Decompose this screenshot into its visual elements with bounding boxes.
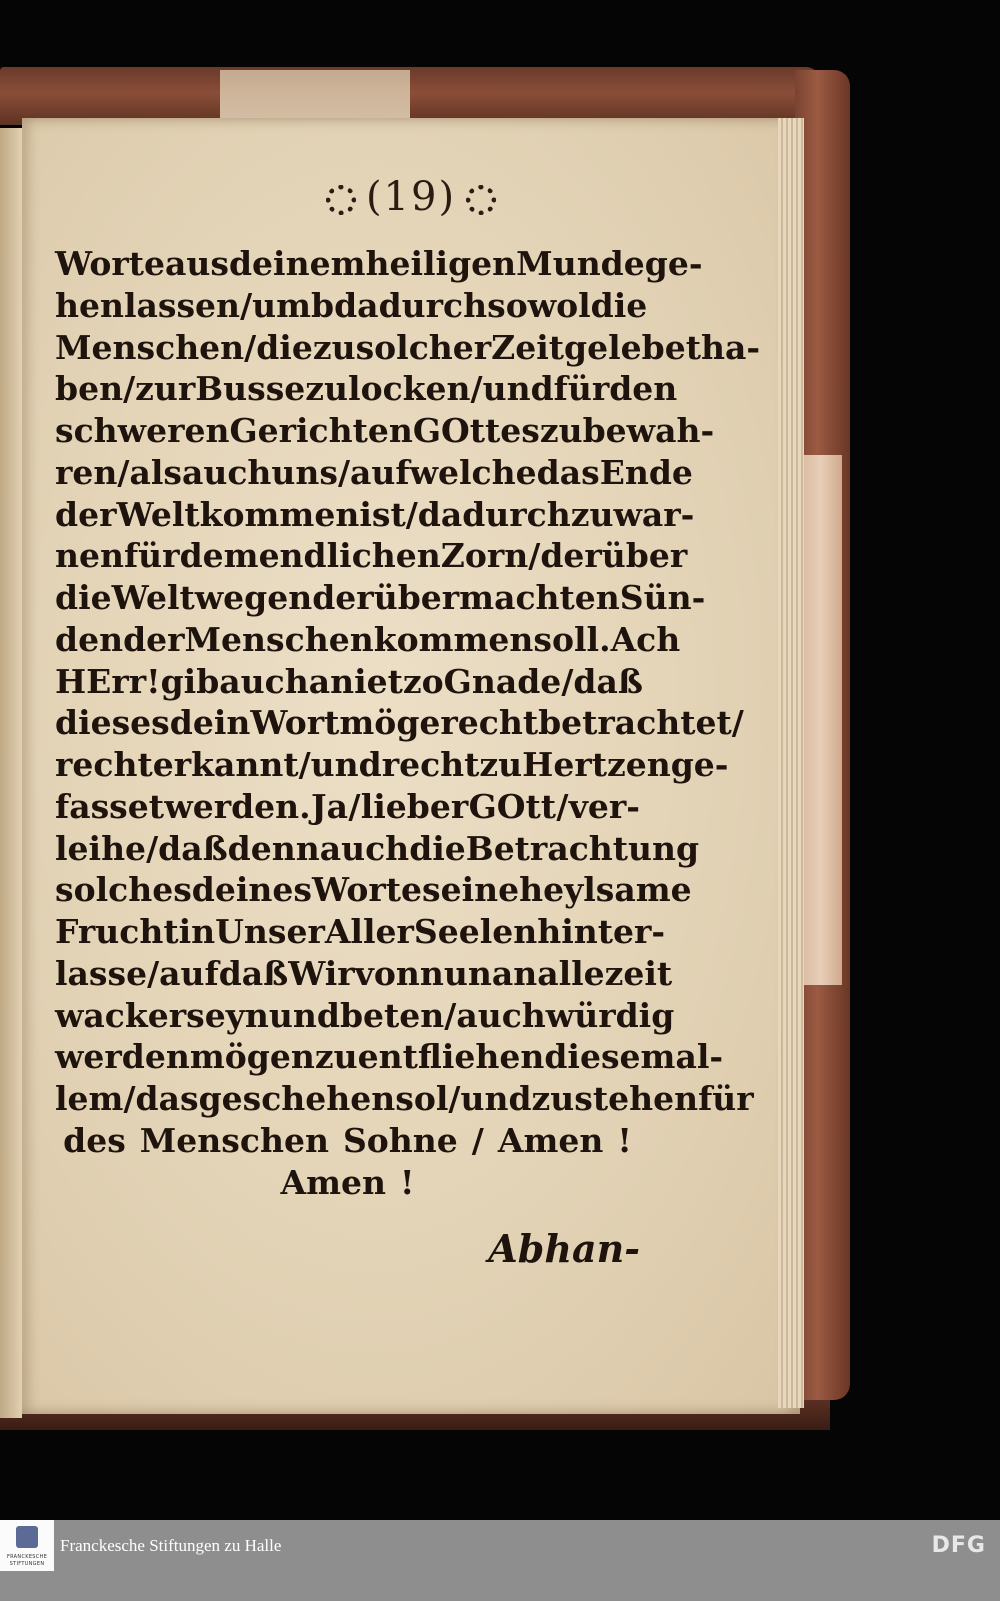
word: war-	[613, 494, 695, 534]
word: /	[528, 536, 541, 576]
word: /	[146, 828, 159, 868]
text-line	[55, 410, 715, 452]
word: werden	[55, 1037, 190, 1077]
text-line	[55, 911, 666, 953]
word: denn	[227, 828, 320, 868]
word: Wort	[250, 703, 340, 743]
word: deinem	[228, 244, 366, 283]
word: auch	[456, 995, 546, 1035]
word: die	[409, 828, 466, 868]
footer-bar	[0, 1520, 1000, 1601]
word: und	[482, 369, 554, 409]
word: /	[298, 745, 311, 784]
logo-text-line-2: STIFTUNGEN	[9, 1561, 45, 1567]
word: bewah-	[582, 411, 715, 450]
word: zu	[531, 1079, 575, 1118]
page-header	[22, 174, 800, 220]
word: würdig	[545, 995, 675, 1035]
word: nen	[55, 536, 124, 576]
word: ge-	[644, 244, 703, 283]
word: HErr	[55, 661, 147, 701]
word: Amen	[280, 1162, 386, 1202]
text-line	[55, 869, 692, 911]
text-line	[55, 368, 678, 410]
word: Welt	[116, 494, 200, 534]
word: stehen	[574, 1079, 699, 1118]
text-line	[55, 452, 693, 494]
text-line	[55, 953, 673, 995]
word: Gnade	[443, 661, 562, 701]
text-line	[55, 744, 729, 786]
word: der	[123, 619, 185, 659]
word: zu	[314, 1037, 358, 1077]
word: kommen	[199, 494, 360, 534]
word: lem/	[55, 1079, 136, 1118]
word: al-	[675, 1037, 724, 1077]
word: für	[698, 1079, 754, 1118]
word: Menschen	[139, 1120, 329, 1160]
word: /	[240, 285, 253, 325]
word: ben	[55, 369, 124, 409]
word: seyn	[186, 995, 269, 1035]
word: den	[55, 619, 124, 659]
word: Worte	[55, 244, 166, 283]
word: Ja	[310, 786, 348, 826]
word: das	[536, 452, 600, 492]
word: der	[540, 536, 602, 576]
text-line	[55, 243, 703, 285]
cover-right-band	[800, 455, 842, 985]
text-line	[55, 577, 706, 619]
word: allezeit	[537, 953, 673, 993]
word: Frucht	[55, 912, 179, 951]
word: /	[470, 369, 483, 409]
word: /	[147, 953, 160, 993]
text-line	[55, 702, 744, 744]
word: ha-	[700, 327, 761, 367]
text-line	[55, 661, 643, 703]
word: übermachten	[373, 578, 620, 617]
text-line	[55, 535, 688, 577]
word: hinter-	[537, 912, 666, 951]
word: recht	[55, 745, 153, 784]
word: heiligen	[365, 244, 517, 283]
word: Menschen/	[55, 327, 257, 367]
text-line	[55, 619, 681, 661]
institution-logo	[0, 1520, 54, 1571]
ornament-left-icon	[326, 185, 356, 215]
word: !	[146, 661, 161, 701]
ornament-right-icon	[466, 185, 496, 215]
word: gib	[160, 661, 220, 701]
text-line	[55, 494, 695, 536]
word: deines	[191, 870, 312, 910]
word: so	[487, 285, 528, 325]
word: Wortes	[311, 870, 441, 910]
word: locken	[348, 369, 471, 409]
page-number: (19)	[365, 174, 457, 220]
word: zu	[312, 327, 356, 367]
word: zu	[570, 494, 614, 534]
word: mögen	[189, 1037, 315, 1077]
word: uns/	[271, 452, 351, 492]
word: /	[117, 452, 130, 492]
institution-logo-icon	[16, 1526, 38, 1548]
text-line	[55, 995, 675, 1037]
word: für	[123, 536, 180, 576]
word: /	[561, 661, 574, 701]
word: solches	[55, 870, 192, 910]
word: der	[312, 578, 374, 617]
word: daß	[158, 828, 228, 868]
word: dein	[169, 703, 251, 743]
word: auf	[350, 452, 410, 492]
text-line	[55, 327, 761, 369]
word: Hertzen	[522, 745, 671, 784]
word: aus	[165, 244, 229, 283]
text-line	[55, 1078, 754, 1120]
word: daß	[573, 661, 643, 701]
word: /	[348, 786, 361, 826]
word: dadurch	[417, 494, 571, 534]
word: an	[491, 953, 538, 993]
word: und	[310, 745, 382, 784]
word: auf	[159, 953, 219, 993]
word: von	[354, 953, 420, 993]
word: zur	[135, 369, 196, 409]
word: /	[471, 1120, 484, 1160]
word: Menschen	[184, 619, 374, 659]
word: ge-	[670, 745, 729, 784]
text-line	[55, 786, 640, 828]
word: leihe	[55, 828, 147, 868]
word: auch	[181, 452, 272, 492]
word: Unser	[215, 912, 325, 951]
word: betrachtet/	[538, 703, 744, 743]
word: fasset	[55, 786, 164, 826]
word: zu	[539, 411, 583, 450]
word: !	[617, 1120, 632, 1160]
word: Wir	[288, 953, 355, 993]
cover-paper-band	[220, 70, 410, 122]
word: möge	[339, 703, 441, 743]
logo-text-line-1: FRANCKESCHE	[6, 1554, 48, 1560]
word: Betrachtung	[465, 828, 700, 868]
word: nun	[419, 953, 492, 993]
word: recht	[381, 745, 480, 784]
word: dadurch	[334, 285, 488, 325]
word: ren	[55, 452, 118, 492]
word: werden.	[164, 786, 311, 826]
word: dieses	[55, 703, 170, 743]
word: die	[55, 578, 112, 617]
word: des	[63, 1120, 126, 1160]
text-line	[55, 1036, 724, 1078]
word: wegen	[194, 578, 313, 617]
word: und	[460, 1079, 532, 1118]
word: das	[135, 1079, 199, 1118]
book-cover-top	[0, 67, 820, 125]
word: welche	[409, 452, 537, 492]
word: soll.	[533, 619, 611, 659]
word: auch	[219, 661, 309, 701]
body-text	[55, 243, 761, 1203]
word: dem	[179, 536, 259, 576]
dfg-logo: DFG	[931, 1533, 986, 1558]
page-stack-edge	[778, 118, 804, 1408]
word: und	[268, 995, 340, 1035]
word: geschehen	[198, 1079, 396, 1118]
word: die	[256, 327, 313, 367]
word: !	[400, 1162, 415, 1202]
word: eine	[440, 870, 520, 910]
word: Zeit	[491, 327, 565, 367]
institution-name: Franckesche Stiftungen zu Halle	[60, 1536, 282, 1555]
word: Sün-	[619, 578, 706, 617]
word: ver-	[568, 786, 640, 826]
word: Busse	[195, 369, 306, 409]
word: heylsame	[519, 870, 692, 910]
word: Munde	[516, 244, 645, 283]
word: entfliehen	[357, 1037, 545, 1077]
word: lassen	[123, 285, 241, 325]
word: Welt	[111, 578, 195, 617]
word: wacker	[55, 995, 187, 1035]
word: hen	[55, 285, 124, 325]
word: recht	[440, 703, 539, 743]
word: anietzo	[308, 661, 444, 701]
word: Amen	[497, 1120, 604, 1160]
word: erkannt	[152, 745, 299, 784]
word: gelebet	[564, 327, 701, 367]
word: /	[556, 786, 569, 826]
word: die	[590, 285, 648, 325]
word: den	[609, 369, 678, 409]
word: daß	[218, 953, 289, 993]
word: Ende	[599, 452, 693, 492]
word: GOttes	[412, 411, 540, 450]
word: endlichen	[258, 536, 441, 576]
word: kommen	[373, 619, 534, 659]
word: /	[405, 494, 418, 534]
word: als	[129, 452, 182, 492]
word: Aller	[324, 912, 414, 951]
word: /	[444, 995, 457, 1035]
text-line	[55, 285, 648, 327]
word: umb	[252, 285, 335, 325]
word: schweren	[55, 411, 230, 450]
text-line	[55, 1120, 640, 1162]
word: auch	[319, 828, 410, 868]
word: sol/	[395, 1079, 461, 1118]
word: lasse	[55, 953, 148, 993]
word: Gerichten	[229, 411, 413, 450]
word: zu	[479, 745, 523, 784]
word: lieber	[360, 786, 469, 826]
word: Ach	[610, 619, 681, 659]
word: über	[601, 536, 688, 576]
word: Zorn	[440, 536, 529, 576]
word: beten	[339, 995, 445, 1035]
word: diesem	[544, 1037, 676, 1077]
word: GOtt	[468, 786, 556, 826]
word: in	[178, 912, 216, 951]
word: Sohne	[342, 1120, 458, 1160]
left-page-edge	[0, 128, 22, 1418]
catchword: Abhan-	[488, 1226, 640, 1271]
word: wol	[527, 285, 591, 325]
word: /	[123, 369, 136, 409]
word: ist	[359, 494, 406, 534]
word: Seelen	[413, 912, 538, 951]
word: der	[55, 494, 117, 534]
text-line	[55, 828, 700, 870]
text-line	[55, 1162, 640, 1204]
word: für	[553, 369, 610, 409]
word: solcher	[355, 327, 492, 367]
word: zu	[305, 369, 349, 409]
